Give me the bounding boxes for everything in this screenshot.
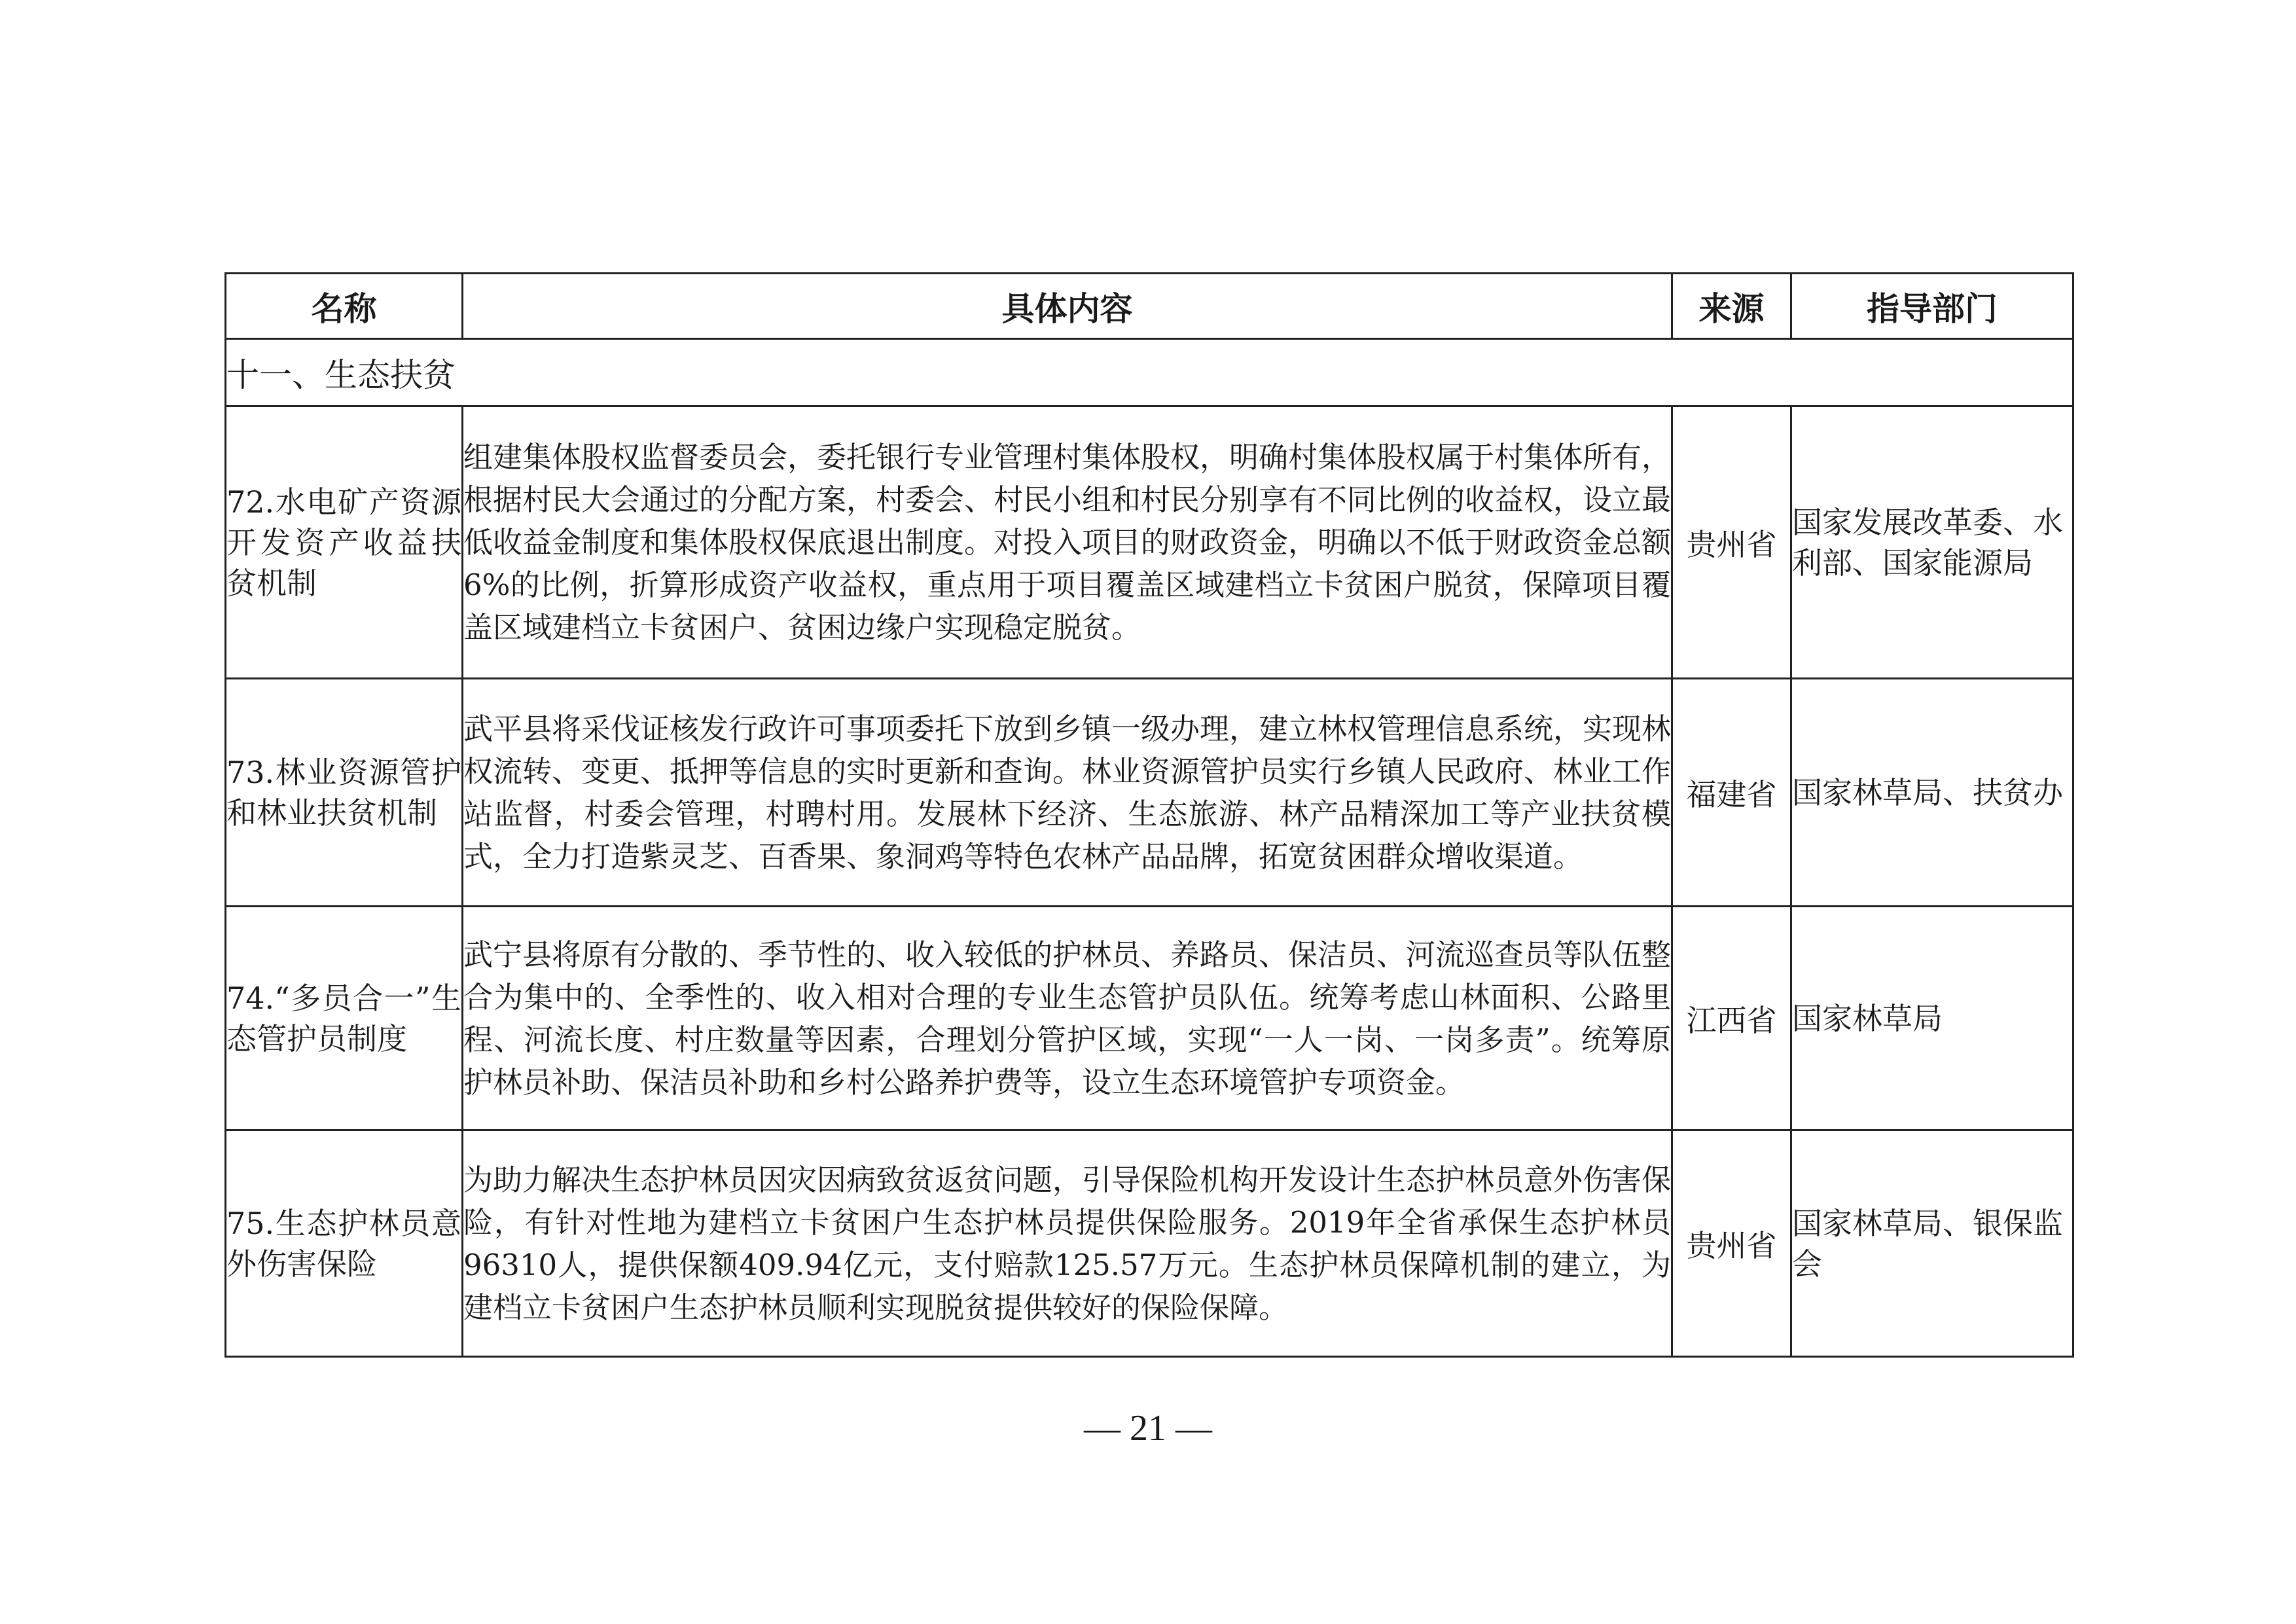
row-source: 福建省 bbox=[1672, 679, 1791, 907]
row-content: 为助力解决生态护林员因灾因病致贫返贫问题，引导保险机构开发设计生态护林员意外伤害保险，有针对性地为建档立卡贫困户生态护林员提供保险服务。2019年全省承保生态护林员96310人，提供保额409.94亿元，支付赔款125.57万元。生态护林员保障机制的建立，为建档立卡贫困户生态护林员顺利实现脱贫提供较好的保险保障。 bbox=[463, 1130, 1672, 1357]
table-row bbox=[226, 679, 2073, 907]
row-dept: 国家林草局、银保监会 bbox=[1791, 1130, 2073, 1357]
header-dept: 指导部门 bbox=[1791, 274, 2073, 339]
row-dept: 国家林草局、扶贫办 bbox=[1791, 679, 2073, 907]
policy-table bbox=[224, 272, 2074, 1358]
row-name: 73.林业资源管护和林业扶贫机制 bbox=[226, 679, 463, 907]
row-content: 武平县将采伐证核发行政许可事项委托下放到乡镇一级办理，建立林权管理信息系统，实现林权流转、变更、抵押等信息的实时更新和查询。林业资源管护员实行乡镇人民政府、林业工作站监督，村委会管理，村聘村用。发展林下经济、生态旅游、林产品精深加工等产业扶贫模式，全力打造紫灵芝、百香果、象洞鸡等特色农林产品品牌，拓宽贫困群众增收渠道。 bbox=[463, 679, 1672, 907]
table-row bbox=[226, 1130, 2073, 1357]
table-row bbox=[226, 406, 2073, 679]
header-content: 具体内容 bbox=[463, 274, 1672, 339]
row-dept: 国家林草局 bbox=[1791, 907, 2073, 1130]
header-source: 来源 bbox=[1672, 274, 1791, 339]
section-title: 十一、生态扶贫 bbox=[226, 356, 456, 394]
row-source: 贵州省 bbox=[1672, 1130, 1791, 1357]
row-content: 武宁县将原有分散的、季节性的、收入较低的护林员、养路员、保洁员、河流巡查员等队伍整合为集中的、全季性的、收入相对合理的专业生态管护员队伍。统筹考虑山林面积、公路里程、河流长度、村庄数量等因素，合理划分管护区域，实现“一人一岗、一岗多责”。统筹原护林员补助、保洁员补助和乡村公路养护费等，设立生态环境管护专项资金。 bbox=[463, 907, 1672, 1130]
header-row bbox=[226, 274, 2073, 339]
section-title-cell bbox=[226, 339, 2073, 406]
row-name: 75.生态护林员意外伤害保险 bbox=[226, 1130, 463, 1357]
row-source: 江西省 bbox=[1672, 907, 1791, 1130]
row-name: 72.水电矿产资源开发资产收益扶贫机制 bbox=[226, 406, 463, 679]
row-content: 组建集体股权监督委员会，委托银行专业管理村集体股权，明确村集体股权属于村集体所有，根据村民大会通过的分配方案，村委会、村民小组和村民分别享有不同比例的收益权，设立最低收益金制度和集体股权保底退出制度。对投入项目的财政资金，明确以不低于财政资金总额6%的比例，折算形成资产收益权，重点用于项目覆盖区域建档立卡贫困户脱贫，保障项目覆盖区域建档立卡贫困户、贫困边缘户实现稳定脱贫。 bbox=[463, 406, 1672, 679]
header-name: 名称 bbox=[226, 274, 463, 339]
row-source: 贵州省 bbox=[1672, 406, 1791, 679]
row-name: 74.“多员合一”生态管护员制度 bbox=[226, 907, 463, 1130]
table-row bbox=[226, 907, 2073, 1130]
section-row bbox=[226, 339, 2073, 406]
row-dept: 国家发展改革委、水利部、国家能源局 bbox=[1791, 406, 2073, 679]
page-number: — 21 — bbox=[1084, 1408, 1212, 1449]
